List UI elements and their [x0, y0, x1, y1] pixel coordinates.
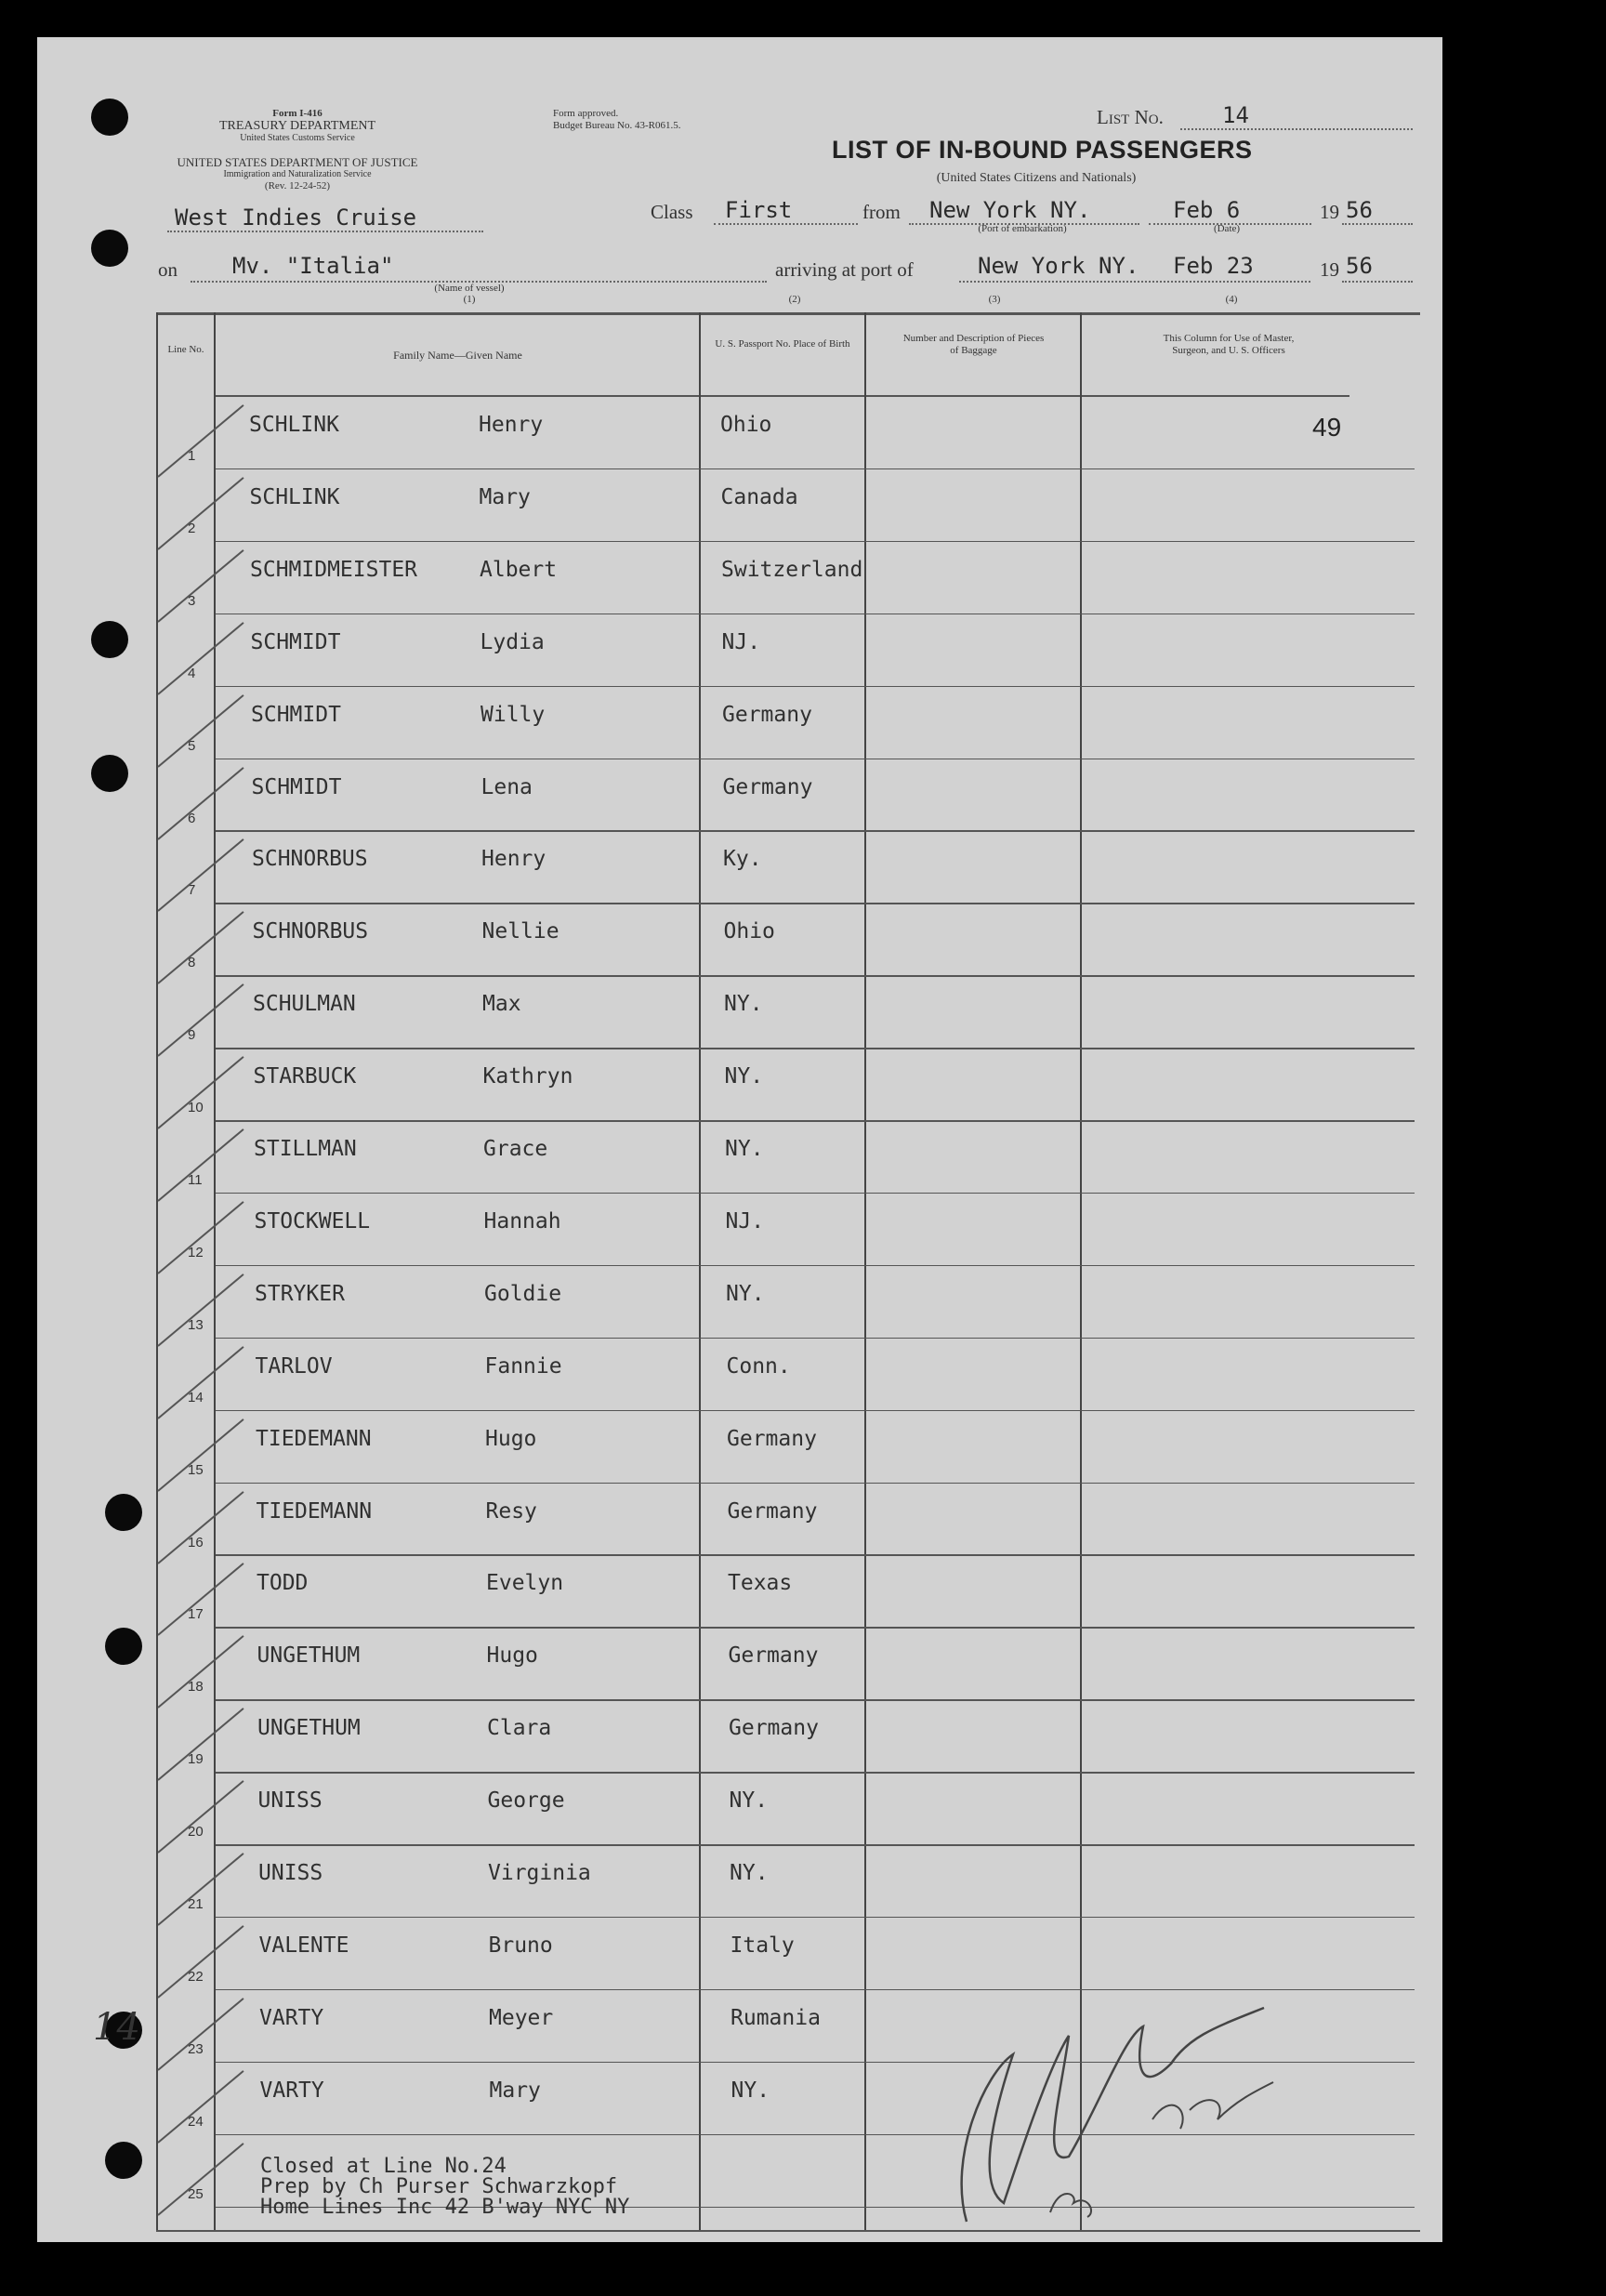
from-value: New York NY. — [929, 197, 1091, 223]
family-name: SCHULMAN — [253, 992, 356, 1017]
place-of-birth: Germany — [727, 1498, 818, 1524]
justice-dept: UNITED STATES DEPARTMENT OF JUSTICE — [177, 155, 418, 169]
row-separator — [216, 1338, 1415, 1339]
closing-line-1: Closed at Line No.24 — [260, 2155, 507, 2178]
justice-block — [153, 156, 441, 192]
closing-line-3: Home Lines Inc 42 B'way NYC NY — [260, 2196, 630, 2219]
place-of-birth: NY. — [724, 992, 763, 1017]
on-label: on — [158, 258, 178, 281]
place-of-birth: NY. — [730, 1861, 769, 1885]
place-of-birth: NJ. — [721, 629, 761, 654]
line-number: 23 — [188, 2040, 204, 2057]
line-number: 20 — [188, 1824, 204, 1841]
line-number: 12 — [188, 1244, 204, 1260]
caption-1: (1) — [463, 294, 476, 305]
revision: (Rev. 12-24-52) — [264, 180, 331, 191]
arrival-date: Feb 23 — [1173, 253, 1254, 279]
row-separator — [216, 1917, 1415, 1919]
arrival-year-prefix: 19 — [1320, 258, 1339, 281]
port-embark-caption: (Port of embarkation) — [978, 223, 1067, 234]
line-number: 16 — [188, 1534, 204, 1550]
tally-mark — [157, 2070, 244, 2144]
customs-service: United States Customs Service — [240, 133, 355, 143]
tally-mark — [157, 694, 244, 768]
given-name: Hugo — [486, 1643, 538, 1669]
row-separator — [216, 1483, 1415, 1484]
line-number: 19 — [188, 1751, 204, 1768]
row-separator — [216, 1265, 1415, 1267]
row-separator — [216, 1120, 1415, 1122]
margin-note: 14 — [93, 2006, 140, 2049]
tally-mark — [157, 838, 244, 912]
budget-bureau: Budget Bureau No. 43-R061.5. — [553, 120, 681, 131]
family-name: SCHNORBUS — [252, 919, 369, 944]
tally-mark — [157, 1853, 244, 1926]
from-label: from — [862, 201, 901, 223]
given-name: Bruno — [488, 1933, 553, 1958]
given-name: Lena — [480, 774, 533, 799]
tally-mark — [157, 767, 244, 840]
given-name: Lydia — [480, 629, 545, 654]
place-of-birth: Conn. — [726, 1353, 791, 1379]
tally-mark — [157, 1708, 244, 1781]
given-name: Fannie — [484, 1353, 562, 1379]
given-name: Henry — [481, 847, 546, 872]
given-name: Grace — [483, 1137, 548, 1161]
family-name: STARBUCK — [253, 1064, 357, 1089]
tally-mark — [157, 477, 244, 550]
col-line-baggage — [864, 312, 866, 2232]
family-name: SCHMIDMEISTER — [250, 557, 418, 582]
family-name: SCHLINK — [249, 484, 340, 509]
family-name: UNISS — [258, 1861, 323, 1885]
approval-block — [553, 108, 680, 132]
caption-2: (2) — [788, 294, 801, 305]
col-header-officers: This Column for Use of Master, Surgeon, and U. S. Officers — [1163, 333, 1295, 356]
col-line-name — [214, 312, 216, 2232]
given-name: Nellie — [481, 919, 559, 944]
tally-mark — [157, 1419, 244, 1492]
tally-mark — [157, 1491, 244, 1564]
place-of-birth: Germany — [727, 1426, 817, 1451]
class-label: Class — [651, 201, 693, 223]
tally-mark — [157, 1998, 244, 2071]
officer-signature — [911, 1924, 1301, 2250]
family-name: SCHMIDT — [250, 629, 341, 654]
tally-mark — [157, 1056, 244, 1129]
tally-mark — [157, 1346, 244, 1419]
place-of-birth: NY. — [726, 1281, 765, 1306]
line-number: 11 — [188, 1172, 203, 1188]
vessel-caption: (Name of vessel) — [434, 283, 505, 294]
punch-hole-3 — [91, 621, 128, 658]
line-number: 21 — [188, 1896, 204, 1912]
caption-4: (4) — [1225, 294, 1238, 305]
place-of-birth: Texas — [728, 1571, 793, 1596]
row-separator — [216, 1844, 1415, 1846]
line-number: 3 — [188, 592, 196, 609]
given-name: Henry — [479, 413, 544, 437]
tally-mark — [157, 1563, 244, 1636]
family-name: UNISS — [257, 1788, 323, 1814]
tally-mark — [157, 2143, 244, 2216]
line-number: 4 — [188, 665, 196, 681]
place-of-birth: NJ. — [725, 1208, 765, 1234]
line-number: 25 — [188, 2185, 204, 2202]
place-of-birth: Ohio — [723, 919, 775, 944]
tally-mark — [157, 1780, 244, 1854]
cruise-name: West Indies Cruise — [175, 205, 417, 231]
family-name: STOCKWELL — [254, 1208, 371, 1234]
place-of-birth: Germany — [722, 702, 812, 727]
tally-mark — [157, 1128, 244, 1202]
given-name: Goldie — [484, 1281, 562, 1306]
family-name: VARTY — [259, 2005, 324, 2030]
given-name: Clara — [487, 1716, 552, 1741]
arrival-port: New York NY. — [978, 253, 1139, 279]
family-name: SCHNORBUS — [252, 847, 368, 872]
form-number: Form I-416 — [272, 108, 323, 119]
place-of-birth: NY. — [724, 1064, 764, 1089]
punch-hole-2 — [91, 230, 128, 267]
year-dots — [1342, 223, 1413, 225]
col-header-baggage: Number and Description of Pieces of Baggage — [902, 333, 1045, 356]
given-name: Meyer — [489, 2005, 554, 2030]
vessel-name: Mv. "Italia" — [232, 253, 394, 279]
form-approved: Form approved. — [553, 108, 619, 119]
given-name: Albert — [480, 557, 558, 582]
family-name: VARTY — [259, 2078, 324, 2103]
punch-hole-5 — [105, 1494, 142, 1531]
family-name: UNGETHUM — [257, 1643, 361, 1669]
row-separator — [216, 1772, 1415, 1774]
tally-mark — [157, 404, 244, 478]
given-name: Mary — [489, 2078, 541, 2103]
line-number: 15 — [188, 1461, 204, 1478]
punch-hole-6 — [105, 1628, 142, 1665]
family-name: SCHLINK — [249, 413, 339, 437]
arrival-year: 56 — [1346, 253, 1373, 279]
given-name: Evelyn — [486, 1571, 564, 1596]
tally-mark — [157, 911, 244, 984]
list-no-label: List No. — [1097, 106, 1164, 128]
date-caption: (Date) — [1213, 223, 1241, 234]
arrival-year-dots — [1342, 281, 1413, 283]
page-title: LIST OF IN-BOUND PASSENGERS — [832, 136, 1253, 164]
place-of-birth: Germany — [722, 774, 813, 799]
line-number: 6 — [188, 810, 196, 826]
family-name: STRYKER — [255, 1281, 345, 1306]
line-number: 18 — [188, 1679, 204, 1696]
arriving-label: arriving at port of — [775, 258, 914, 281]
punch-hole-4 — [91, 755, 128, 792]
arrival-dots — [959, 281, 1310, 283]
col-line-passport — [699, 312, 701, 2232]
punch-hole-1 — [91, 99, 128, 136]
line-number: 14 — [188, 1389, 204, 1405]
ins-service: Immigration and Naturalization Service — [223, 169, 372, 179]
row-separator — [216, 686, 1415, 688]
class-value: First — [725, 197, 793, 223]
closing-note — [260, 2157, 629, 2218]
table-top-rule — [156, 312, 1420, 315]
tally-mark — [157, 983, 244, 1057]
line-number: 9 — [188, 1027, 196, 1044]
given-name: Willy — [480, 702, 546, 727]
tally-mark — [157, 622, 244, 695]
family-name: TIEDEMANN — [256, 1498, 373, 1524]
place-of-birth: NY. — [731, 2078, 770, 2103]
place-of-birth: Canada — [720, 484, 798, 509]
given-name: Hugo — [485, 1426, 537, 1451]
line-number: 2 — [188, 520, 196, 536]
tally-mark — [157, 1635, 244, 1709]
row-separator — [216, 1410, 1415, 1412]
place-of-birth: NY. — [725, 1137, 764, 1161]
row-separator — [216, 759, 1415, 760]
line-number: 24 — [188, 2113, 204, 2130]
row-separator — [216, 614, 1415, 615]
row-separator — [216, 541, 1415, 543]
form-block — [158, 108, 437, 144]
family-name: TARLOV — [255, 1353, 333, 1379]
closing-line-2: Prep by Ch Purser Schwarzkopf — [260, 2175, 618, 2198]
tally-mark — [157, 1925, 244, 1999]
tally-mark — [157, 549, 244, 623]
row-separator — [216, 975, 1415, 977]
line-number: 7 — [188, 882, 196, 899]
row-separator — [216, 903, 1415, 904]
line-number: 8 — [188, 955, 196, 971]
list-no-dots — [1180, 128, 1413, 130]
officer-count: 49 — [1312, 413, 1342, 442]
place-of-birth: NY. — [729, 1788, 769, 1814]
given-name: Hannah — [483, 1208, 561, 1234]
col-header-name: Family Name—Given Name — [393, 349, 522, 362]
date-year: 56 — [1346, 197, 1373, 223]
row-separator — [216, 468, 1415, 470]
given-name: Kathryn — [482, 1064, 573, 1089]
place-of-birth: Ohio — [720, 413, 772, 437]
family-name: TODD — [257, 1571, 309, 1596]
line-number: 5 — [188, 737, 196, 754]
col-header-line-no: Line No. — [167, 344, 204, 355]
row-separator — [216, 1193, 1415, 1194]
place-of-birth: Germany — [729, 1716, 819, 1741]
caption-3: (3) — [988, 294, 1001, 305]
place-of-birth: Italy — [730, 1933, 795, 1958]
family-name: VALENTE — [258, 1933, 349, 1958]
family-name: STILLMAN — [254, 1137, 357, 1161]
list-no-value: 14 — [1222, 102, 1249, 128]
row-separator — [216, 830, 1415, 832]
table-header-rule — [216, 395, 1349, 397]
punch-hole-8 — [105, 2142, 142, 2179]
tally-mark — [157, 1273, 244, 1347]
given-name: Max — [482, 992, 521, 1017]
line-number: 13 — [188, 1316, 204, 1333]
given-name: Resy — [485, 1498, 537, 1524]
place-of-birth: Ky. — [723, 847, 762, 872]
class-dots — [714, 223, 858, 225]
given-name: Virginia — [488, 1861, 591, 1885]
cruise-dots — [167, 231, 483, 232]
place-of-birth: Germany — [728, 1643, 819, 1669]
row-separator — [216, 1554, 1415, 1556]
col-header-passport: U. S. Passport No. Place of Birth — [715, 338, 850, 350]
line-number: 17 — [188, 1606, 204, 1623]
family-name: SCHMIDT — [251, 702, 341, 727]
place-of-birth: Rumania — [731, 2005, 821, 2030]
row-separator — [216, 1048, 1415, 1049]
place-of-birth: Switzerland — [721, 557, 863, 582]
row-separator — [216, 1627, 1415, 1629]
manifest-page — [37, 37, 1442, 2242]
family-name: SCHMIDT — [251, 774, 342, 799]
line-number: 10 — [188, 1100, 204, 1116]
page-subtitle: (United States Citizens and Nationals) — [936, 171, 1137, 185]
row-separator — [216, 1699, 1415, 1701]
family-name: UNGETHUM — [257, 1716, 361, 1741]
family-name: TIEDEMANN — [256, 1426, 372, 1451]
line-number: 1 — [188, 448, 196, 464]
given-name: George — [487, 1788, 565, 1814]
given-name: Mary — [479, 484, 531, 509]
date-value: Feb 6 — [1173, 197, 1241, 223]
date-year-prefix: 19 — [1320, 201, 1339, 223]
line-number: 22 — [188, 1968, 204, 1985]
treasury-dept: TREASURY DEPARTMENT — [218, 119, 376, 133]
tally-mark — [157, 1201, 244, 1274]
